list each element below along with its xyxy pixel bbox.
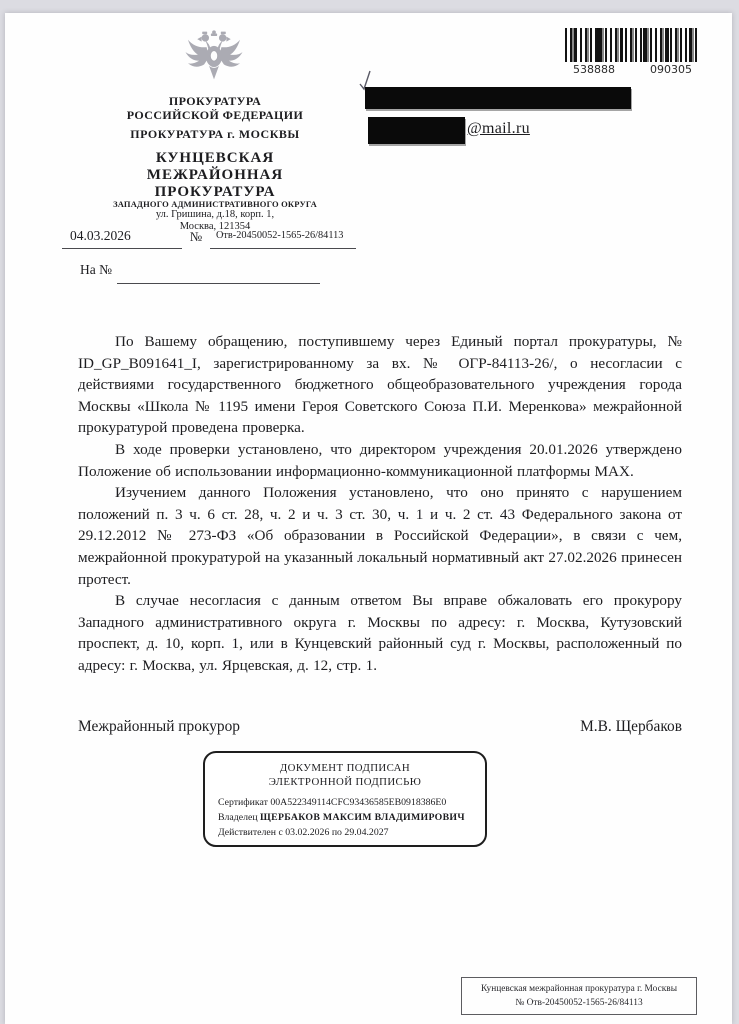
stamp-title [205,762,485,789]
barcode-digits-right: 090305 [650,63,692,76]
redaction-box-recipient [365,87,631,109]
document-date: 04.03.2026 [62,228,182,249]
signer-position: Межрайонный прокурор [78,718,240,735]
barcode-bars [565,28,698,62]
owner-name: ЩЕРБАКОВ МАКСИМ ВЛАДИМИРОВИЧ [260,811,465,823]
redaction-box-email [368,117,465,144]
reference-label: На № [80,262,112,277]
reference-blank-line [117,263,320,284]
org-name-line-2: МЕЖРАЙОННАЯ [146,167,284,183]
org-name-line-1: КУНЦЕВСКАЯ [155,150,275,166]
paper [5,13,732,1024]
paragraph-1: По Вашему обращению, поступившему через Единый портал прокуратуры, № ID_GP_B091641_I, зарегистрированному за вх. № ОГР-84113-26/, о несогласии с действиями государственного бюджетного общеобразовательного учреждения города Москвы «Школа № 1195 имени Героя Советского Союза П.И. Меренкова» межрайонной прокуратурой проведена проверка. [78,333,682,437]
org-name-federation [75,94,355,122]
stamp-details [218,796,477,840]
registration-org: Кунцевская межрайонная прокуратура г. Москвы [480,984,678,994]
digital-signature-stamp [203,751,487,847]
barcode-digits-left: 538888 [573,63,615,76]
org-line-1: ПРОКУРАТУРА [168,94,262,108]
registration-number: № Отв-20450052-1565-26/84113 [515,997,643,1008]
signer-name: М.В. Щербаков [580,718,682,735]
stamp-owner-line: Владелец ЩЕРБАКОВ МАКСИМ ВЛАДИМИРОВИЧ [218,811,465,823]
org-name-line-3: ПРОКУРАТУРА [154,184,276,200]
valid-from-date: 03.02.2026 [285,826,330,838]
email-link[interactable]: @mail.ru [467,120,530,137]
paragraph-2: В ходе проверки установлено, что директором учреждения 20.01.2026 утверждено Положение об использовании информационно-коммуникационной платформы MAX. [78,440,682,480]
barcode-digits [565,62,698,76]
stamp-title-line-1: ДОКУМЕНТ ПОДПИСАН [279,762,411,774]
org-district: ЗАПАДНОГО АДМИНИСТРАТИВНОГО ОКРУГА [113,199,317,209]
registration-stamp [461,977,697,1015]
date-number-row [62,228,356,249]
org-address-city: Москва, 121354 [179,221,251,232]
valid-to-date: 29.04.2027 [344,826,389,838]
coat-of-arms-icon [183,28,245,88]
barcode [565,28,698,76]
org-name-moscow: ПРОКУРАТУРА г. МОСКВЫ [130,127,300,141]
signature-row [78,718,682,736]
stamp-certificate-line: Сертификат 00A522349114CFC93436585EB0918386E0 [218,797,447,808]
org-line-2: РОССИЙСКОЙ ФЕДЕРАЦИИ [126,108,304,122]
stamp-validity-line: Действителен с 03.02.2026 по 29.04.2027 [218,826,389,838]
certificate-value: 00A522349114CFC93436585EB0918386E0 [270,797,447,808]
number-sign: № [189,229,203,244]
letter-body [78,331,682,677]
org-address-street: ул. Гришина, д.18, корп. 1, [155,209,275,220]
paragraph-4: В случае несогласия с данным ответом Вы вправе обжаловать его прокурору Западного административного округа г. Москвы по адресу: г. Москва, Кутузовский проспект, д. 10, корп. 1, или в Кунцевский районный суд г. Москвы, расположенный по адресу: г. Москва, ул. Ярцевская, д. 12, стр. 1. [78,592,682,674]
stamp-title-line-2: ЭЛЕКТРОННОЙ ПОДПИСЬЮ [268,775,422,788]
document-number: Отв-20450052-1565-26/84113 [210,230,356,249]
paragraph-3: Изучением данного Положения установлено, что оно принято с нарушением положений п. 3 ч. 6 ст. 28, ч. 2 и ч. 3 ст. 30, ч. 1 и ч. 2 ст. 43 Федерального закона от 29.12.2012 № 273-ФЗ «Об образовании в Российской Федерации», в связи с чем, межрайонной прокуратурой на указанный локальный нормативный акт 27.02.2026 принесен протест. [78,484,682,588]
org-name-kuntsevo [75,150,355,201]
